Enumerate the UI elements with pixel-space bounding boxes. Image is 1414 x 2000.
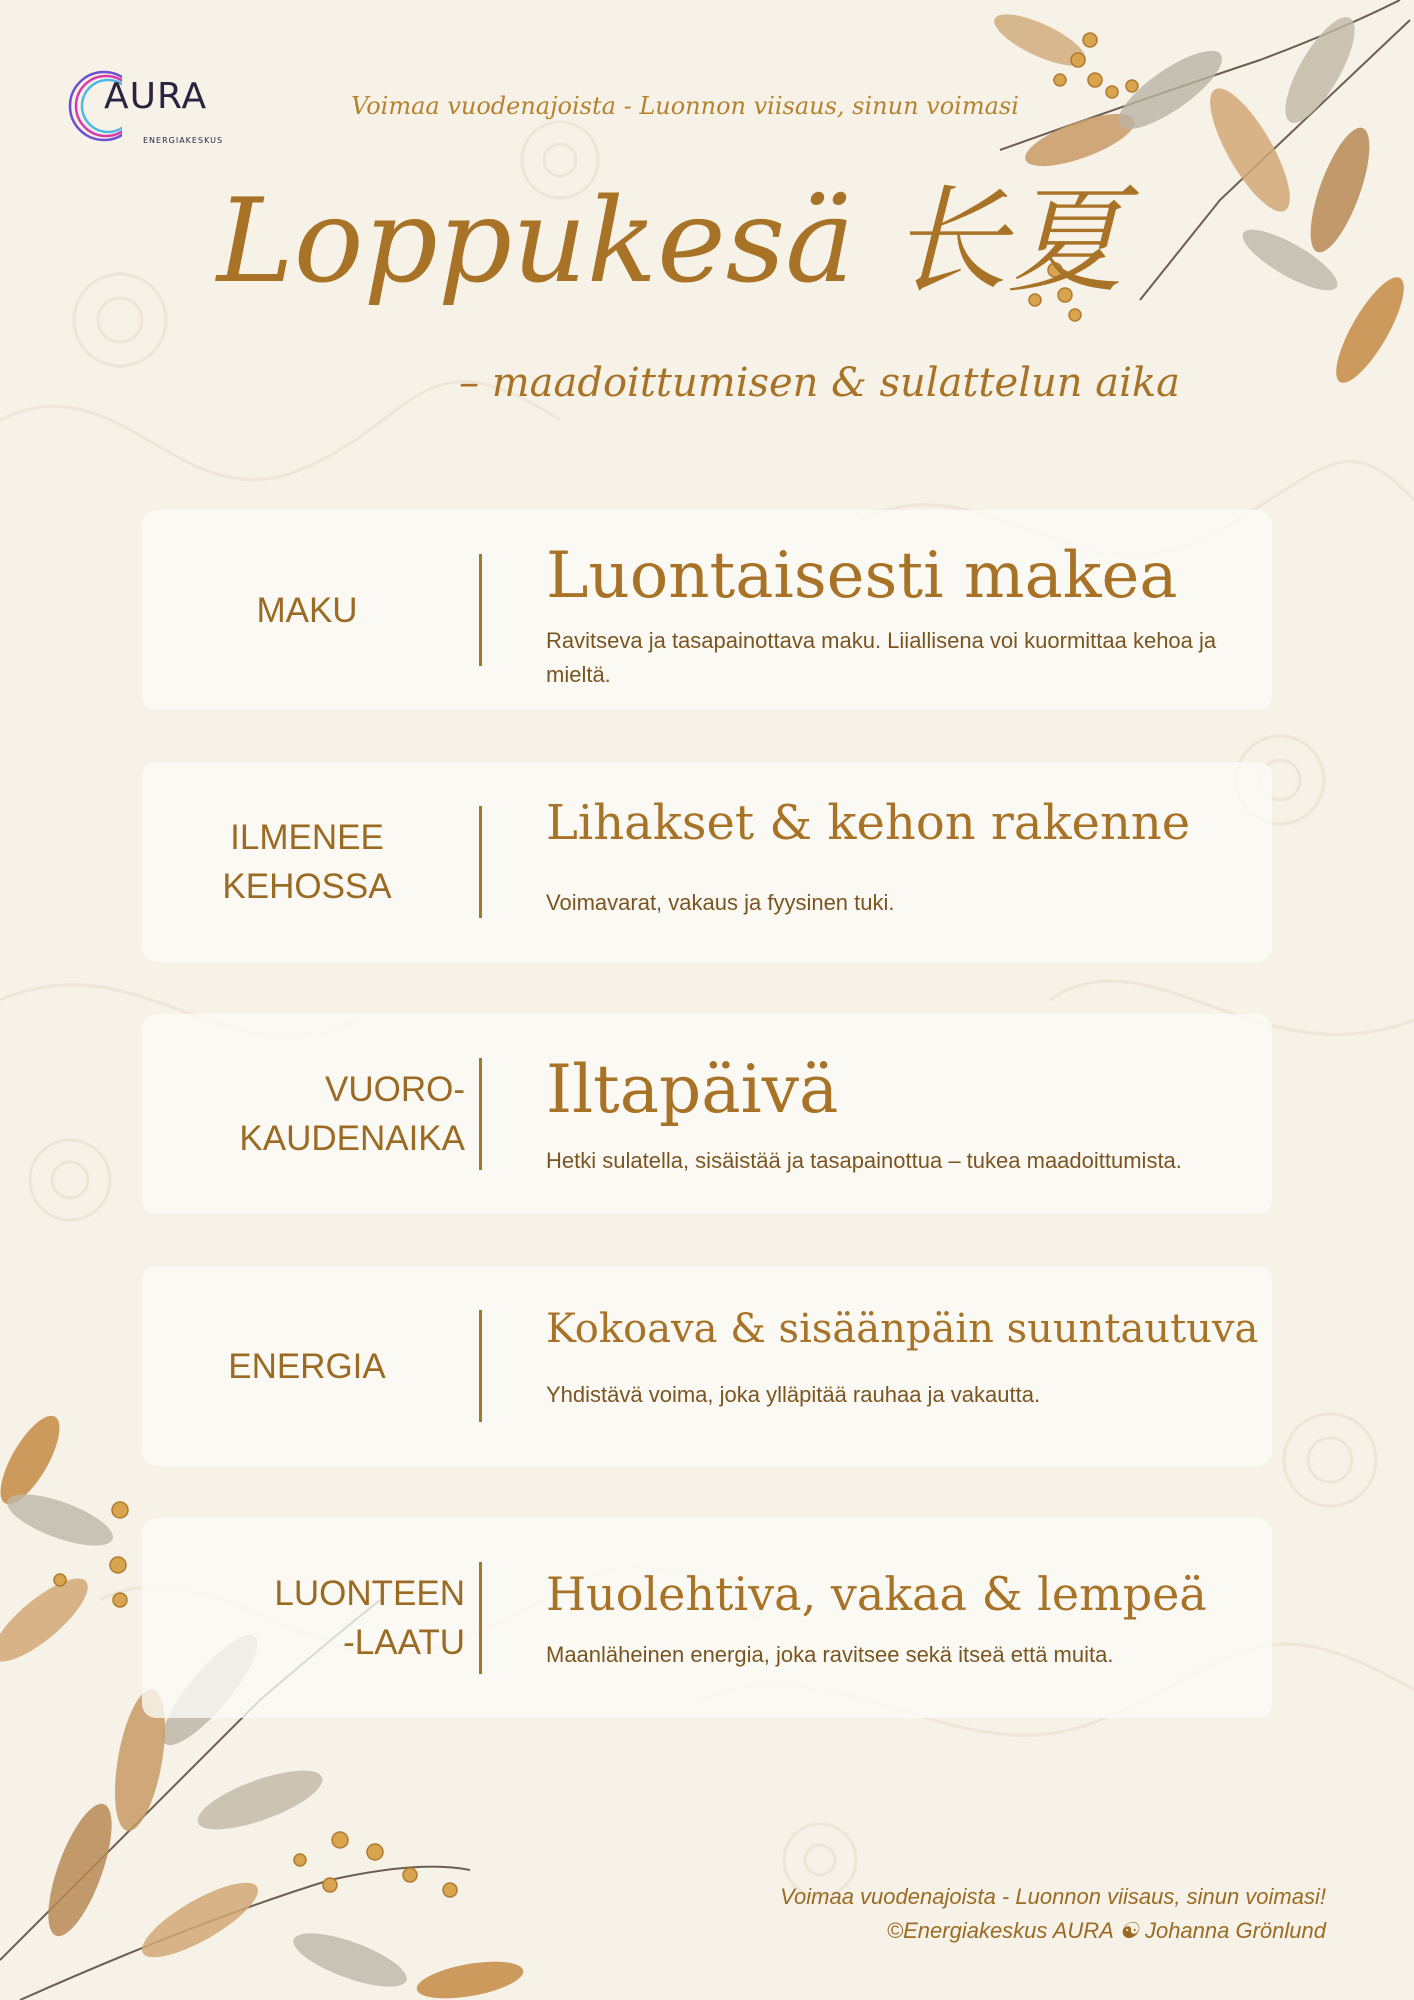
info-card-luonteenlaatu bbox=[142, 1518, 1272, 1718]
card-heading: Luontaisesti makea bbox=[546, 539, 1178, 613]
card-label: VUORO- KAUDENAIKA bbox=[239, 1070, 465, 1158]
footer bbox=[626, 1880, 1326, 1948]
card-divider bbox=[479, 554, 482, 666]
info-card-maku bbox=[142, 510, 1272, 710]
info-card-vuorokaudenaika bbox=[142, 1014, 1272, 1214]
card-description: Voimavarat, vakaus ja fyysinen tuki. bbox=[546, 890, 895, 915]
card-description: Ravitseva ja tasapainottava maku. Liiallisena voi kuormittaa kehoa ja mieltä. bbox=[546, 628, 1217, 688]
info-card-energia bbox=[142, 1266, 1272, 1466]
card-description: Maanläheinen energia, joka ravitsee sekä itseä että muita. bbox=[546, 1642, 1114, 1667]
footer-tagline: Voimaa vuodenajoista - Luonnon viisaus, sinun voimasi! bbox=[780, 1884, 1326, 1909]
card-divider bbox=[479, 1058, 482, 1170]
card-label: LUONTEEN -LAATU bbox=[274, 1574, 465, 1662]
info-card-ilmenee-kehossa bbox=[142, 762, 1272, 962]
card-description: Hetki sulatella, sisäistää ja tasapainottua – tukea maadoittumista. bbox=[546, 1148, 1182, 1173]
card-divider bbox=[479, 1310, 482, 1422]
card-divider bbox=[479, 1562, 482, 1674]
card-label: MAKU bbox=[256, 590, 358, 630]
logo-subtext: ENERGIAKESKUS bbox=[143, 136, 224, 145]
card-label: ILMENEE KEHOSSA bbox=[222, 818, 392, 906]
card-heading: Kokoava & sisäänpäin suuntautuva bbox=[546, 1306, 1259, 1352]
footer-credit: ©Energiakeskus AURA ☯ Johanna Grönlund bbox=[886, 1918, 1326, 1944]
aura-logo[interactable] bbox=[62, 60, 242, 145]
card-divider bbox=[479, 806, 482, 918]
page-title: Loppukesä 长夏 bbox=[216, 174, 1124, 309]
card-heading: Iltapäivä bbox=[546, 1051, 839, 1128]
card-heading: Lihakset & kehon rakenne bbox=[546, 795, 1191, 851]
page-subtitle: – maadoittumisen & sulattelun aika bbox=[459, 360, 1180, 406]
logo-text: AURA bbox=[104, 76, 208, 117]
card-description: Yhdistävä voima, joka ylläpitää rauhaa ja vakautta. bbox=[546, 1382, 1041, 1407]
card-label: ENERGIA bbox=[228, 1346, 386, 1386]
header-tagline: Voimaa vuodenajoista - Luonnon viisaus, sinun voimasi bbox=[351, 92, 1019, 120]
card-heading: Huolehtiva, vakaa & lempeä bbox=[546, 1567, 1207, 1621]
